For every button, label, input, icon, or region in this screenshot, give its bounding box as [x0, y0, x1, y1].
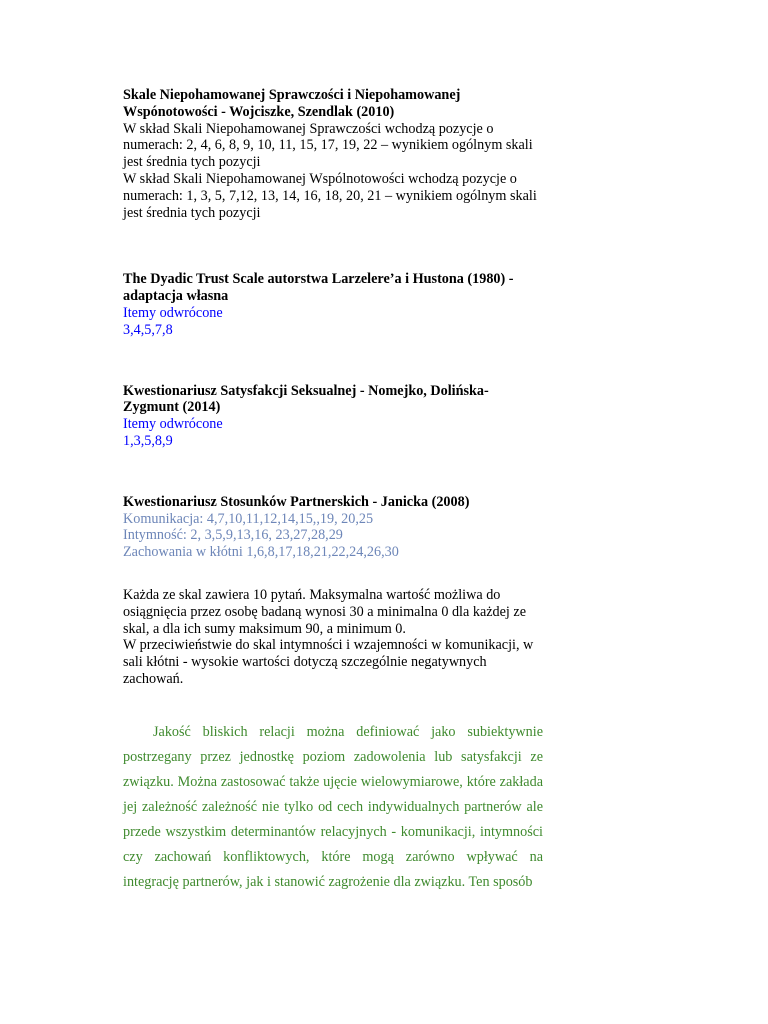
section-title: Kwestionariusz Satysfakcji Seksualnej - Nomejko, Dolińska-Zygmunt (2014)	[123, 382, 489, 416]
subscale-line: Zachowania w kłótni 1,6,8,17,18,21,22,24,26,30	[123, 544, 399, 561]
reversed-items-label: Itemy odwrócone	[123, 304, 223, 321]
reversed-items-list: 3,4,5,7,8	[123, 321, 173, 338]
section-stosunki-partnerskie	[123, 494, 543, 561]
subscale-line: Intymność: 2, 3,5,9,13,16, 23,27,28,29	[123, 527, 343, 544]
reversed-items-label: Itemy odwrócone	[123, 416, 223, 433]
section-title: Kwestionariusz Stosunków Partnerskich - Janicka (2008)	[123, 493, 470, 510]
section-title: The Dyadic Trust Scale autorstwa Larzelere’a i Hustona (1980) - adaptacja własna	[123, 271, 514, 305]
description-paragraph: Każda ze skal zawiera 10 pytań. Maksymalna wartość możliwa do osiągnięcia przez osobę badaną wynosi 30 a minimalna 0 dla każdej ze skal, a dla ich sumy maksimum 90, a minimum 0.	[123, 586, 527, 637]
section-paragraph: W skład Skali Niepohamowanej Wspólnotowości wchodzą pozycje o numerach: 1, 3, 5, 7,12, 13, 14, 16, 18, 20, 21 – wynikiem ogólnym skali jest średnia tych pozycji	[123, 170, 537, 221]
section-dyadic-trust-scale	[123, 271, 543, 338]
description-paragraph: W przeciwieństwie do skal intymności i wzajemności w komunikacji, w sali kłótni - wysokie wartości dotyczą szczególnie negatywnych zachowań.	[123, 637, 534, 687]
reversed-items-list: 1,3,5,8,9	[123, 432, 173, 449]
essay-paragraph: Jakość bliskich relacji można definiować jako subiektywnie postrzegany przez jednostkę poziom zadowolenia lub satysfakcji ze związku. Można zastosować także ujęcie wielowymiarowe, które zakłada jej zależność zależność nie tylko od cech indywidualnych partnerów ale przede wszystkim determinantów relacyjnych - komunikacji, intymności czy zachowań konfliktowych, które mogą zarówno wpływać na integrację partnerów, jak i stanowić zagrożenie dla związku. Ten sposób	[123, 723, 543, 890]
section-paragraph: W skład Skali Niepohamowanej Sprawczości wchodzą pozycje o numerach: 2, 4, 6, 8, 9, 10, 11, 15, 17, 19, 22 – wynikiem ogólnym skali jest średnia tych pozycji	[123, 120, 533, 171]
subscale-line: Komunikacja: 4,7,10,11,12,14,15,,19, 20,25	[123, 510, 374, 527]
scale-description	[123, 587, 543, 688]
section-title: Skale Niepohamowanej Sprawczości i Niepohamowanej Wspónotowości - Wojciszke, Szendlak (2010)	[123, 87, 461, 120]
section-satysfakcja-seksualna	[123, 383, 543, 450]
section-niepohamowana-sprawczosc	[123, 87, 543, 221]
document-content	[123, 87, 543, 909]
